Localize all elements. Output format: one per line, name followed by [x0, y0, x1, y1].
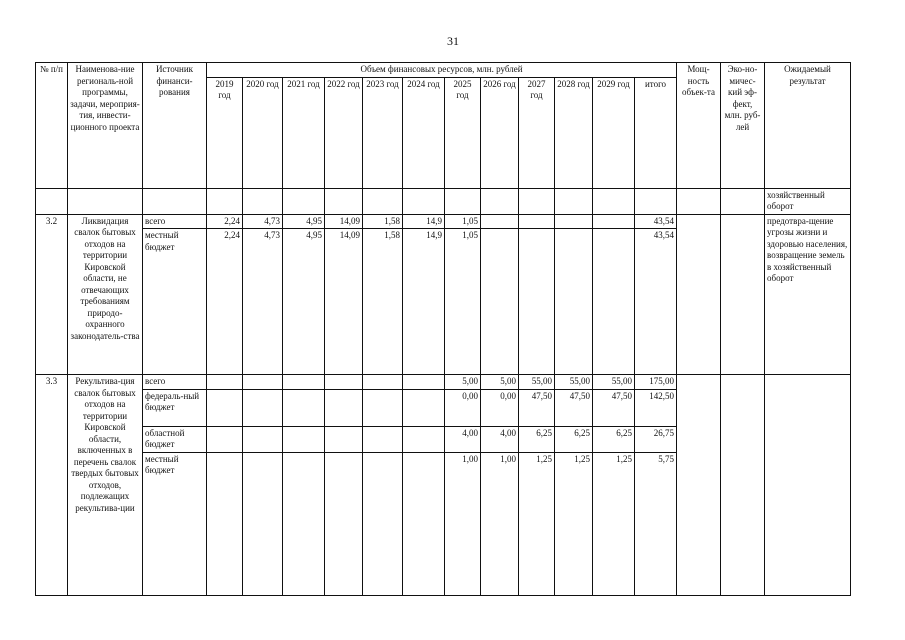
value-cell [555, 214, 593, 229]
total-cell: 142,50 [635, 389, 677, 426]
header-finance-group: Объем финансовых ресурсов, млн. рублей [207, 63, 677, 78]
value-cell [283, 426, 325, 452]
header-year: 2024 год [403, 77, 445, 188]
value-cell [363, 452, 403, 595]
value-cell [283, 389, 325, 426]
value-cell [519, 214, 555, 229]
value-cell: 1,05 [445, 214, 481, 229]
value-cell [593, 229, 635, 375]
total-cell: 26,75 [635, 426, 677, 452]
value-cell: 1,58 [363, 214, 403, 229]
value-cell: 0,00 [481, 389, 519, 426]
value-cell [403, 375, 445, 390]
source-cell: всего [143, 375, 207, 390]
value-cell [403, 389, 445, 426]
value-cell: 5,00 [445, 375, 481, 390]
value-cell: 6,25 [593, 426, 635, 452]
value-cell: 4,95 [283, 229, 325, 375]
value-cell: 2,24 [207, 214, 243, 229]
value-cell [325, 426, 363, 452]
value-cell: 47,50 [519, 389, 555, 426]
value-cell: 6,25 [555, 426, 593, 452]
value-cell: 55,00 [555, 375, 593, 390]
header-total: итого [635, 77, 677, 188]
header-result: Ожидаемый результат [765, 63, 851, 189]
value-cell: 5,00 [481, 375, 519, 390]
value-cell: 14,09 [325, 229, 363, 375]
value-cell [519, 229, 555, 375]
value-cell [243, 452, 283, 595]
value-cell: 1,58 [363, 229, 403, 375]
measure-name: Ликвидация свалок бытовых отходов на территории Кировской области, не отвечающих требованиям природо-охранного законодатель-ства [68, 214, 143, 375]
row-number: 3.3 [36, 375, 68, 596]
value-cell: 47,50 [555, 389, 593, 426]
source-cell: всего [143, 214, 207, 229]
value-cell [283, 375, 325, 390]
page-number: 31 [447, 34, 459, 48]
value-cell [207, 375, 243, 390]
value-cell: 55,00 [593, 375, 635, 390]
header-name: Наименова-ние региональ-ной программы, задачи, мероприя-тия, инвести-ционного проекта [68, 63, 143, 189]
value-cell [593, 214, 635, 229]
header-year: 2022 год [325, 77, 363, 188]
table-row [36, 188, 851, 214]
header-source: Источник финанси-рования [143, 63, 207, 189]
value-cell: 4,00 [445, 426, 481, 452]
header-year: 2027 год [519, 77, 555, 188]
result-cell: хозяйственный оборот [765, 188, 851, 214]
value-cell [325, 452, 363, 595]
value-cell [325, 389, 363, 426]
value-cell [207, 426, 243, 452]
value-cell [243, 389, 283, 426]
value-cell: 1,25 [593, 452, 635, 595]
value-cell: 47,50 [593, 389, 635, 426]
source-cell: федераль-ный бюджет [143, 389, 207, 426]
value-cell: 4,73 [243, 214, 283, 229]
value-cell: 55,00 [519, 375, 555, 390]
header-year: 2021 год [283, 77, 325, 188]
source-cell: местный бюджет [143, 229, 207, 375]
header-capacity: Мощ-ность объек-та [677, 63, 721, 189]
header-year: 2023 год [363, 77, 403, 188]
table-row [36, 375, 851, 390]
total-cell: 43,54 [635, 214, 677, 229]
value-cell: 14,9 [403, 229, 445, 375]
finance-table [35, 62, 851, 596]
header-year: 2019 год [207, 77, 243, 188]
value-cell: 4,73 [243, 229, 283, 375]
total-cell: 43,54 [635, 229, 677, 375]
value-cell [207, 389, 243, 426]
source-cell: местный бюджет [143, 452, 207, 595]
value-cell: 4,95 [283, 214, 325, 229]
header-num: № п/п [36, 63, 68, 189]
value-cell [363, 375, 403, 390]
header-year: 2020 год [243, 77, 283, 188]
value-cell: 0,00 [445, 389, 481, 426]
source-cell: областной бюджет [143, 426, 207, 452]
value-cell [283, 452, 325, 595]
total-cell: 175,00 [635, 375, 677, 390]
value-cell: 1,25 [555, 452, 593, 595]
table-row [36, 214, 851, 229]
value-cell [243, 426, 283, 452]
header-year: 2029 год [593, 77, 635, 188]
value-cell: 14,09 [325, 214, 363, 229]
value-cell: 14,9 [403, 214, 445, 229]
value-cell: 4,00 [481, 426, 519, 452]
value-cell [555, 229, 593, 375]
value-cell: 1,25 [519, 452, 555, 595]
row-number: 3.2 [36, 214, 68, 375]
total-cell: 5,75 [635, 452, 677, 595]
value-cell: 1,00 [445, 452, 481, 595]
value-cell [207, 452, 243, 595]
value-cell [243, 375, 283, 390]
result-cell: предотвра-щение угрозы жизни и здоровью населения, возвращение земель в хозяйственный оборот [765, 214, 851, 375]
header-year: 2026 год [481, 77, 519, 188]
value-cell [403, 452, 445, 595]
header-economic: Эко-но-мичес-кий эф-фект, млн. руб-лей [721, 63, 765, 189]
value-cell [325, 375, 363, 390]
measure-name: Рекультива-ция свалок бытовых отходов на территории Кировской области, включенных в перечень свалок твердых бытовых отходов, подлежащих рекультива-ции [68, 375, 143, 596]
value-cell [363, 389, 403, 426]
value-cell: 6,25 [519, 426, 555, 452]
value-cell: 1,00 [481, 452, 519, 595]
value-cell [481, 229, 519, 375]
header-year: 2025 год [445, 77, 481, 188]
value-cell: 2,24 [207, 229, 243, 375]
value-cell [363, 426, 403, 452]
value-cell [403, 426, 445, 452]
value-cell [481, 214, 519, 229]
value-cell: 1,05 [445, 229, 481, 375]
header-year: 2028 год [555, 77, 593, 188]
